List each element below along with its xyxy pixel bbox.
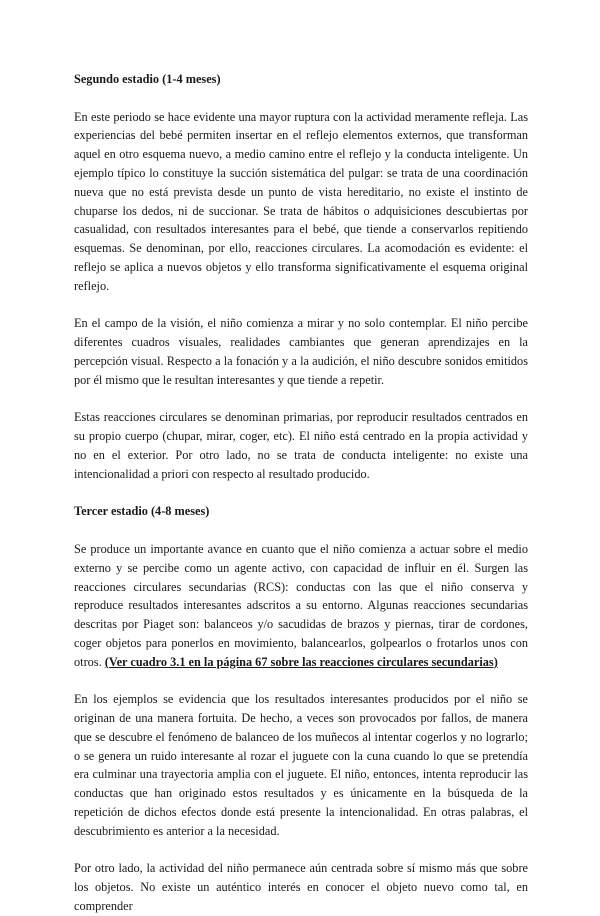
section-heading-second-stage: Segundo estadio (1-4 meses) [74, 72, 221, 86]
paragraph: Estas reacciones circulares se denominan primarias, por reproducir resultados centrados en su propio cuerpo (chupar, mirar, coger, etc). El niño está centrado en la propia actividad y no en el exterior. Por otro lado, no se trata de conducta inteligente: no existe una intencionalidad a priori con respecto al resultado producido. [74, 410, 528, 481]
document-body [74, 70, 528, 916]
paragraph-with-reference [74, 540, 528, 672]
paragraph: En el campo de la visión, el niño comienza a mirar y no solo contemplar. El niño percibe diferentes cuadros visuales, realidades cambiantes que generan aprendizajes en la percepción visual. Respecto a la fonación y a la audición, el niño descubre sonidos emitidos por él mismo que le resultan interesantes y que tiende a repetir. [74, 316, 528, 387]
paragraph: En este periodo se hace evidente una mayor ruptura con la actividad meramente refleja. Las experiencias del bebé permiten insertar en el reflejo elementos externos, que transforman aquel en otro esquema nuevo, a medio camino entre el reflejo y la conducta inteligente. Un ejemplo típico lo constituye la succión sistemática del pulgar: se trata de una coordinación nueva que no está prevista desde un punto de vista hereditario, no existe el instinto de chuparse los dedos, ni de succionar. Se trata de hábitos o adquisiciones descubiertas por casualidad, con resultados interesantes para el bebé, que tiende a conservarlos repitiendo esquemas. Se denominan, por ello, reacciones circulares. La acomodación es evidente: el reflejo se aplica a nuevos objetos y ello transforma significativamente el esquema original reflejo. [74, 109, 528, 293]
paragraph-text: Se produce un importante avance en cuanto que el niño comienza a actuar sobre el medio externo y se percibe como un agente activo, con capacidad de influir en él. Surgen las reacciones circulares secundarias (RCS): conductas con las que el niño conserva y reproduce resultados interesantes adscritos a su entorno. Algunas reacciones secundarias descritas por Piaget son: balanceos y/o sacudidas de brazos y piernas, tirar de cordones, coger objetos para ponerlos en movimiento, balancearlos, golpearlos o frotarlos unos con otros. [74, 541, 528, 669]
paragraph: Por otro lado, la actividad del niño permanece aún centrada sobre sí mismo más que sobre los objetos. No existe un auténtico interés en conocer el objeto nuevo como tal, en comprender [74, 861, 528, 914]
table-reference-link[interactable]: (Ver cuadro 3.1 en la página 67 sobre las reacciones circulares secundarias) [104, 654, 498, 669]
paragraph: En los ejemplos se evidencia que los resultados interesantes producidos por el niño se originan de una manera fortuita. De hecho, a veces son provocados por fallos, de manera que se descubre el fenómeno de balanceo de los muñecos al intentar cogerlos y no lograrlo; o se genera un ruido interesante al rozar el juguete con la cuna cuando lo que se pretendía era culminar una trayectoria amplia con el juguete. El niño, entonces, intenta reproducir las conductas que han originado estos resultados y es únicamente en la búsqueda de la repetición de dichos efectos donde está presente la intencionalidad. En otras palabras, el descubrimiento es anterior a la necesidad. [74, 692, 528, 838]
section-heading-third-stage: Tercer estadio (4-8 meses) [74, 504, 210, 519]
